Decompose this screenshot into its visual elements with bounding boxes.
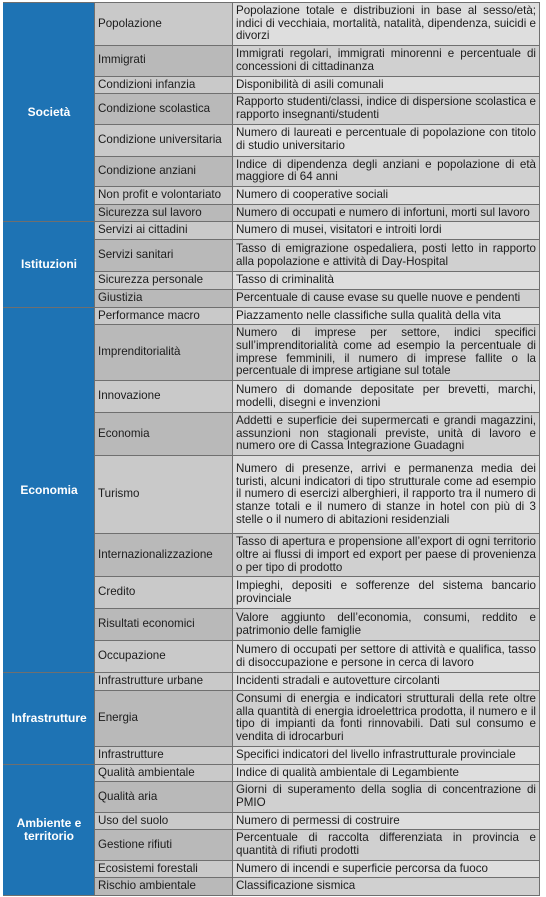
subcategory-cell: Non profit e volontariato — [95, 187, 233, 205]
indicator-description-cell: Numero di occupati e numero di infortuni, morti sul lavoro — [233, 204, 540, 222]
indicator-description-cell: Percentuale di raccolta differenziata in provincia e quantità di rifiuti prodotti — [233, 830, 540, 860]
subcategory-cell: Condizione universitaria — [95, 124, 233, 156]
indicator-description-cell: Numero di occupati per settore di attività e qualifica, tasso di disoccupazione e persone in cerca di lavoro — [233, 641, 540, 673]
indicator-description-cell: Immigrati regolari, immigrati minorenni e percentuale di concessioni di cittadinanza — [233, 46, 540, 76]
indicator-description-cell: Numero di permessi di costruire — [233, 812, 540, 830]
subcategory-cell: Condizione anziani — [95, 156, 233, 186]
indicator-description-cell: Disponibilità di asili comunali — [233, 76, 540, 94]
category-cell: Istituzioni — [4, 222, 95, 307]
category-cell: Infrastrutture — [4, 673, 95, 764]
subcategory-cell: Internazionalizzazione — [95, 534, 233, 577]
indicator-description-cell: Piazzamento nelle classifiche sulla qualità della vita — [233, 307, 540, 325]
indicator-description-cell: Numero di incendi e superficie percorsa da fuoco — [233, 860, 540, 878]
indicator-description-cell: Addetti e superficie dei supermercati e grandi magazzini, assunzioni non stagionali previste, unità di lavoro e numero ore di Cassa Integrazione Guadagni — [233, 413, 540, 456]
subcategory-cell: Risultati economici — [95, 609, 233, 641]
indicator-description-cell: Numero di imprese per settore, indici specifici sull’imprenditorialità come ad esempio la percentuale di imprese femminili, il numero di imprese fallite o la percentuale di imprese artigiane sul totale — [233, 325, 540, 381]
indicator-description-cell: Valore aggiunto dell’economia, consumi, reddito e patrimonio delle famiglie — [233, 609, 540, 641]
subcategory-cell: Performance macro — [95, 307, 233, 325]
table-row — [4, 222, 540, 240]
subcategory-cell: Giustizia — [95, 289, 233, 307]
indicator-description-cell: Giorni di superamento della soglia di concentrazione di PMIO — [233, 782, 540, 812]
subcategory-cell: Qualità aria — [95, 782, 233, 812]
subcategory-cell: Servizi sanitari — [95, 240, 233, 272]
subcategory-cell: Popolazione — [95, 3, 233, 46]
subcategory-cell: Economia — [95, 413, 233, 456]
subcategory-cell: Ecosistemi forestali — [95, 860, 233, 878]
subcategory-cell: Sicurezza sul lavoro — [95, 204, 233, 222]
indicator-description-cell: Classificazione sismica — [233, 878, 540, 896]
indicator-description-cell: Tasso di emigrazione ospedaliera, posti letto in rapporto alla popolazione e attività di Day-Hospital — [233, 240, 540, 272]
indicator-description-cell: Tasso di criminalità — [233, 272, 540, 290]
subcategory-cell: Condizioni infanzia — [95, 76, 233, 94]
subcategory-cell: Immigrati — [95, 46, 233, 76]
subcategory-cell: Credito — [95, 577, 233, 609]
subcategory-cell: Imprenditorialità — [95, 325, 233, 381]
indicator-description-cell: Consumi di energia e indicatori strutturali della rete oltre alla quantità di energia idroelettrica prodotta, il numero e il tipo di impianti da fonti rinnovabili. Dati sul consumo e vendita di idrocarburi — [233, 690, 540, 746]
subcategory-cell: Gestione rifiuti — [95, 830, 233, 860]
indicator-description-cell: Percentuale di cause evase su quelle nuove e pendenti — [233, 289, 540, 307]
indicators-table — [3, 2, 540, 896]
indicator-description-cell: Specifici indicatori del livello infrastrutturale provinciale — [233, 746, 540, 764]
table-row — [4, 3, 540, 46]
indicator-description-cell: Indice di qualità ambientale di Legambiente — [233, 764, 540, 782]
indicator-description-cell: Numero di domande depositate per brevetti, marchi, modelli, disegni e invenzioni — [233, 381, 540, 413]
indicator-description-cell: Impieghi, depositi e sofferenze del sistema bancario provinciale — [233, 577, 540, 609]
category-cell: Ambiente e territorio — [4, 764, 95, 896]
indicator-description-cell: Numero di cooperative sociali — [233, 187, 540, 205]
subcategory-cell: Infrastrutture — [95, 746, 233, 764]
subcategory-cell: Innovazione — [95, 381, 233, 413]
subcategory-cell: Condizione scolastica — [95, 94, 233, 124]
subcategory-cell: Rischio ambientale — [95, 878, 233, 896]
subcategory-cell: Qualità ambientale — [95, 764, 233, 782]
table-row — [4, 764, 540, 782]
category-cell: Economia — [4, 307, 95, 673]
subcategory-cell: Infrastrutture urbane — [95, 673, 233, 691]
indicator-description-cell: Popolazione totale e distribuzioni in base al sesso/età; indici di vecchiaia, mortalità, natalità, dipendenza, suicidi e divorzi — [233, 3, 540, 46]
indicator-description-cell: Tasso di apertura e propensione all’export di ogni territorio oltre ai flussi di import ed export per paese di provenienza o per tipo di prodotto — [233, 534, 540, 577]
subcategory-cell: Sicurezza personale — [95, 272, 233, 290]
subcategory-cell: Servizi ai cittadini — [95, 222, 233, 240]
table-row — [4, 673, 540, 691]
indicator-description-cell: Rapporto studenti/classi, indice di dispersione scolastica e rapporto insegnanti/studenti — [233, 94, 540, 124]
subcategory-cell: Occupazione — [95, 641, 233, 673]
category-cell: Società — [4, 3, 95, 222]
subcategory-cell: Uso del suolo — [95, 812, 233, 830]
indicator-description-cell: Indice di dipendenza degli anziani e popolazione di età maggiore di 64 anni — [233, 156, 540, 186]
indicator-description-cell: Numero di laureati e percentuale di popolazione con titolo di studio universitario — [233, 124, 540, 156]
subcategory-cell: Energia — [95, 690, 233, 746]
indicator-description-cell: Numero di musei, visitatori e introiti lordi — [233, 222, 540, 240]
subcategory-cell: Turismo — [95, 456, 233, 534]
table-row — [4, 307, 540, 325]
indicator-description-cell: Numero di presenze, arrivi e permanenza media dei turisti, alcuni indicatori di tipo strutturale come ad esempio il numero di esercizi alberghieri, il rapporto tra il numero di stanze totali e il numero di stanze in hotel con più di 3 stelle o il numero di abitazioni residenziali — [233, 456, 540, 534]
indicator-description-cell: Incidenti stradali e autovetture circolanti — [233, 673, 540, 691]
